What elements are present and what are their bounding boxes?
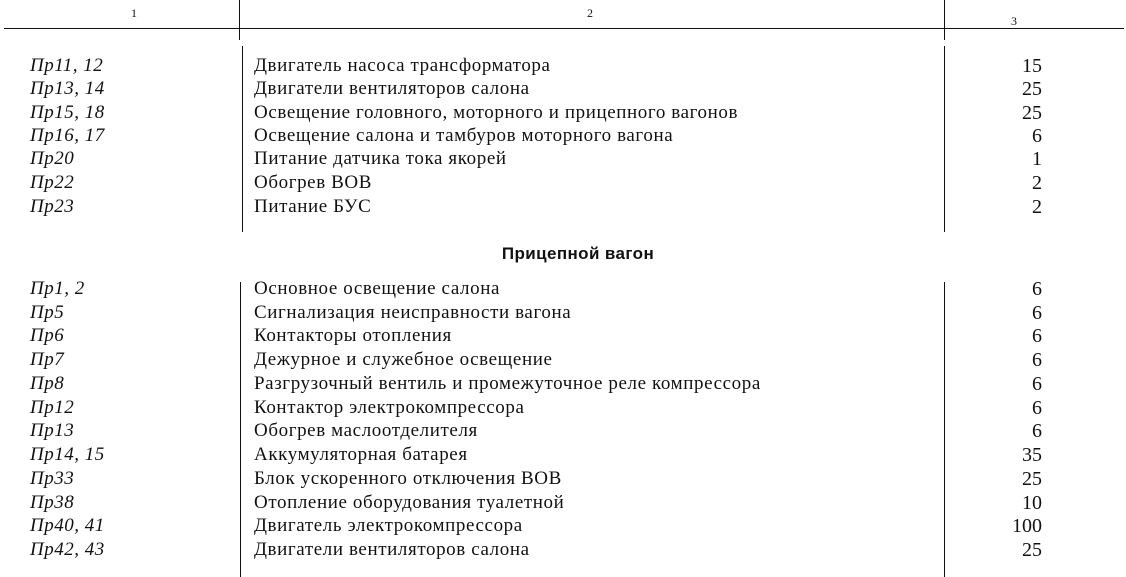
fuse-label: Пр38: [30, 492, 75, 513]
fuse-label: Пр22: [30, 172, 75, 193]
table-row: [0, 125, 1126, 149]
table-row: [0, 539, 1126, 563]
table-row: [0, 325, 1126, 349]
description: Основное освещение салона: [254, 278, 501, 299]
description: Разгрузочный вентиль и промежуточное реле компрессора: [254, 373, 761, 394]
fuse-label: Пр8: [30, 373, 65, 394]
fuse-label: Пр14, 15: [30, 444, 105, 465]
value: 10: [1022, 492, 1042, 514]
fuse-label: Пр12: [30, 397, 75, 418]
table-row: [0, 444, 1126, 468]
value: 6: [1032, 302, 1042, 324]
value: 25: [1022, 468, 1042, 490]
value: 25: [1022, 78, 1042, 100]
fuse-label: Пр5: [30, 302, 65, 323]
table-row: [0, 78, 1126, 102]
fuse-label: Пр42, 43: [30, 539, 105, 560]
value: 1: [1032, 148, 1042, 170]
fuse-label: Пр15, 18: [30, 102, 105, 123]
fuse-label: Пр20: [30, 148, 75, 169]
table-row: [0, 373, 1126, 397]
description: Питание БУС: [254, 196, 372, 217]
table-row: [0, 420, 1126, 444]
fuse-label: Пр13, 14: [30, 78, 105, 99]
value: 2: [1032, 196, 1042, 218]
value: 2: [1032, 172, 1042, 194]
table-row: [0, 102, 1126, 126]
fuse-label: Пр7: [30, 349, 65, 370]
table-row: [0, 196, 1126, 220]
table-row: [0, 349, 1126, 373]
value: 6: [1032, 125, 1042, 147]
column-header-2: 2: [587, 6, 593, 20]
table-row: [0, 515, 1126, 539]
description: Двигатели вентиляторов салона: [254, 78, 530, 99]
header-rule: [4, 28, 1124, 29]
table-row: [0, 302, 1126, 326]
column-divider-header-left: [239, 0, 240, 40]
table-row: [0, 492, 1126, 516]
table-row: [0, 468, 1126, 492]
description: Освещение головного, моторного и прицепного вагонов: [254, 102, 739, 123]
fuse-label: Пр23: [30, 196, 75, 217]
description: Питание датчика тока якорей: [254, 148, 507, 169]
description: Контактор электрокомпрессора: [254, 397, 525, 418]
description: Освещение салона и тамбуров моторного вагона: [254, 125, 674, 146]
table-row: [0, 278, 1126, 302]
value: 100: [1012, 515, 1042, 537]
fuse-label: Пр40, 41: [30, 515, 105, 536]
description: Дежурное и служебное освещение: [254, 349, 553, 370]
value: 6: [1032, 278, 1042, 300]
value: 6: [1032, 349, 1042, 371]
value: 6: [1032, 325, 1042, 347]
description: Двигатель насоса трансформатора: [254, 55, 551, 76]
description: Отопление оборудования туалетной: [254, 492, 565, 513]
value: 6: [1032, 373, 1042, 395]
description: Аккумуляторная батарея: [254, 444, 468, 465]
fuse-label: Пр6: [30, 325, 65, 346]
fuse-label: Пр13: [30, 420, 75, 441]
value: 25: [1022, 102, 1042, 124]
description: Обогрев ВОВ: [254, 172, 373, 193]
column-header-1: 1: [131, 6, 137, 20]
fuse-label: Пр1, 2: [30, 278, 85, 299]
description: Двигатели вентиляторов салона: [254, 539, 530, 560]
value: 35: [1022, 444, 1042, 466]
description: Блок ускоренного отключения ВОВ: [254, 468, 562, 489]
column-header-3: 3: [1011, 14, 1017, 28]
value: 25: [1022, 539, 1042, 561]
table-row: [0, 172, 1126, 196]
value: 6: [1032, 420, 1042, 442]
description: Двигатель электрокомпрессора: [254, 515, 523, 536]
description: Обогрев маслоотделителя: [254, 420, 478, 441]
table-row: [0, 397, 1126, 421]
section-title: Прицепной вагон: [501, 244, 655, 263]
table-row: [0, 148, 1126, 172]
description: Сигнализация неисправности вагона: [254, 302, 572, 323]
fuse-label: Пр11, 12: [30, 55, 104, 76]
table-row: [0, 55, 1126, 79]
fuse-label: Пр33: [30, 468, 75, 489]
value: 6: [1032, 397, 1042, 419]
description: Контакторы отопления: [254, 325, 452, 346]
column-divider-header-right: [944, 0, 945, 40]
value: 15: [1022, 55, 1042, 77]
fuse-label: Пр16, 17: [30, 125, 105, 146]
